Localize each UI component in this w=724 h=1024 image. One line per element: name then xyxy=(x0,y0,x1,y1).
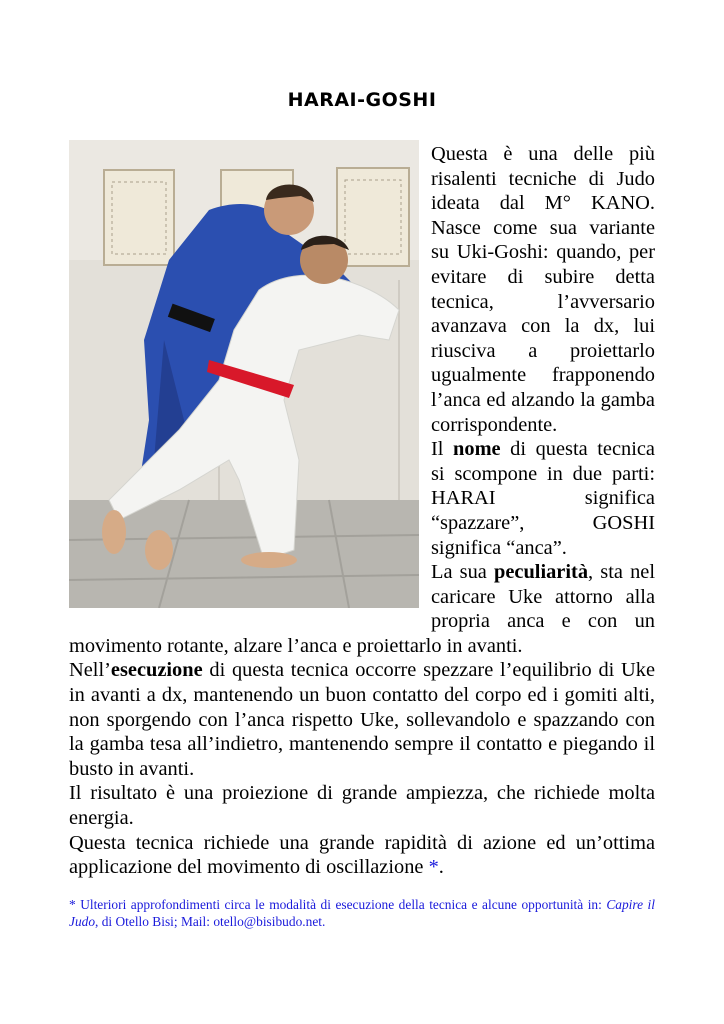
text-run: La sua xyxy=(431,561,494,584)
text-run: Questa tecnica richiede una grande rapidità di azione ed un’ottima applicazione del movimento di oscillazione xyxy=(69,831,655,879)
paragraph-speed xyxy=(69,831,655,880)
footnote-marker[interactable]: * xyxy=(428,856,439,879)
paragraph-intro: Questa è una delle più risalenti tecniche di Judo ideata dal M° KANO. Nasce come sua variante su Uki-Goshi: quando, per evitare di subire detta tecnica, l’avversario avanzava con la dx, lui riusciva a proiettarlo ugualmente frapponendo l’anca ed alzando la gamba corrispondente. xyxy=(431,143,655,436)
text-run: Nell’ xyxy=(69,659,111,682)
page-title: HARAI-GOSHI xyxy=(287,89,437,111)
bold-term-peculiarita: peculiarità xyxy=(494,561,589,584)
text-run: di questa tecnica occorre spezzare l’equilibrio di Uke in avanti a dx, mantenendo un buon contatto del corpo ed i gomiti alti, non sporgendo con l’anca rispetto Uke, sollevandolo e spazzando con la gamba tesa all’indietro, mantenendo sempre il contatto e piegando il busto in avanti. xyxy=(69,659,655,780)
footnote-text: * Ulteriori approfondimenti circa le modalità di esecuzione della tecnica e alcune opportunità in: xyxy=(69,897,607,912)
photo-spacer xyxy=(69,142,431,617)
text-run: Il xyxy=(431,438,454,461)
text-run: . xyxy=(438,856,444,879)
book-title: Capire il Judo xyxy=(69,897,655,929)
footnote-contact: , di Otello Bisi; Mail: otello@bisibudo.net. xyxy=(95,914,326,929)
bold-term-esecuzione: esecuzione xyxy=(110,659,203,682)
paragraph-result: Il risultato è una proiezione di grande ampiezza, che richiede molta energia. xyxy=(69,782,655,830)
text-run: , sta nel caricare Uke attorno alla propria anca e con un movimento rotante, alzare l’anca e proiettarlo in avanti. xyxy=(69,561,655,657)
article-body xyxy=(69,142,655,880)
footnote xyxy=(69,896,655,930)
paragraph-execution xyxy=(69,658,655,781)
bold-term-nome: nome xyxy=(453,438,501,461)
text-run: di questa tecnica si scompone in due parti: HARAI significa “spazzare”, GOSHI significa “anca”. xyxy=(431,438,655,559)
